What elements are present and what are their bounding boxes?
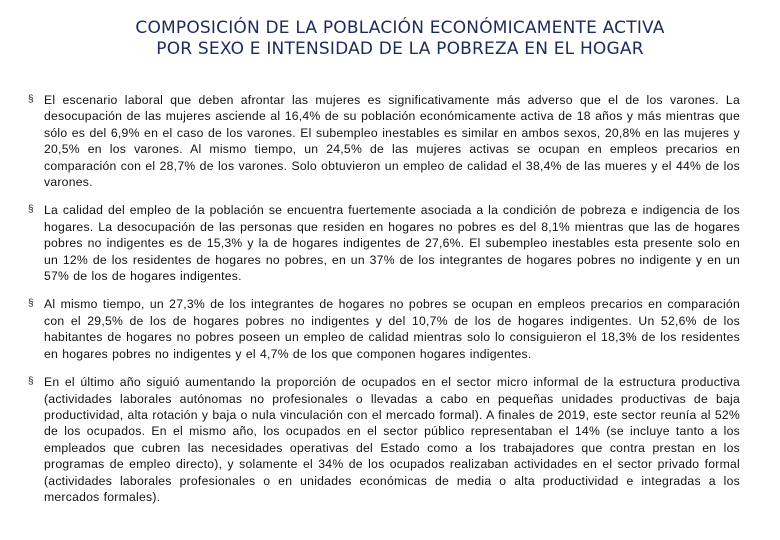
bullet-list xyxy=(28,92,740,517)
page-title xyxy=(60,18,740,60)
bullet-text: La calidad del empleo de la población se encuentra fuertemente asociada a la condición de pobreza e indigencia de los hogares. La desocupación de las personas que residen en hogares no pobres es del 8,1% mientras que las de hogares pobres no indigentes es de 15,3% y la de hogares indigentes de 27,6%. El subempleo inestables esta presente solo en un 12% de los residentes de hogares no pobres, en un 37% de los integrantes de hogares pobres no indigente y en un 57% de los de hogares indigentes. xyxy=(44,203,740,284)
title-line-2: POR SEXO E INTENSIDAD DE LA POBREZA EN EL HOGAR xyxy=(156,39,644,59)
title-line-1: COMPOSICIÓN DE LA POBLACIÓN ECONÓMICAMENTE ACTIVA xyxy=(135,18,665,38)
bullet-text: El escenario laboral que deben afrontar las mujeres es significativamente más adverso que el de los varones. La desocupación de las mujeres asciende al 16,4% de su población económicamente activa de 18 años y más mientras que sólo es del 6,9% en el caso de los varones. El subempleo inestables es similar en ambos sexos, 20,8% en las mujeres y 20,5% en los varones. Al mismo tiempo, un 24,5% de las mujeres activas se ocupan en empleos precarios en comparación con el 28,7% de los varones. Solo obtuvieron un empleo de calidad el 38,4% de las mueres y el 44% de los varones. xyxy=(44,93,740,190)
bullet-item xyxy=(28,374,740,505)
bullet-icon: § xyxy=(28,298,34,310)
bullet-item xyxy=(28,202,740,284)
bullet-text: En el último año siguió aumentando la proporción de ocupados en el sector micro informal de la estructura productiva (actividades laborales autónomas no profesionales o llevadas a cabo en pequeñas unidades productivas de baja productividad, alta rotación y baja o nula vinculación con el mercado formal). A finales de 2019, este sector reunía al 52% de los ocupados. En el mismo año, los ocupados en el sector público representaban el 14% (se incluye tanto a los empleados que cubren las necesidades operativas del Estado como a los trabajadores que contra prestan en los programas de empleo directo), y solamente el 34% de los ocupados realizaban actividades en el sector privado formal (actividades laborales profesionales o en unidades económicas de media o alta productividad e integradas a los mercados formales). xyxy=(44,375,740,504)
bullet-text: Al mismo tiempo, un 27,3% de los integrantes de hogares no pobres se ocupan en empleos precarios en comparación con el 29,5% de los de hogares pobres no indigentes y del 10,7% de los de hogares indigentes. Un 52,6% de los habitantes de hogares no pobres poseen un empleo de calidad mientras solo lo consiguieron el 18,3% de los residentes en hogares pobres no indigentes y el 4,7% de los que componen hogares indigentes. xyxy=(44,297,740,361)
bullet-icon: § xyxy=(28,94,34,105)
bullet-item xyxy=(28,92,740,190)
bullet-icon: § xyxy=(28,204,34,216)
bullet-item xyxy=(28,296,740,362)
bullet-icon: § xyxy=(28,376,34,388)
